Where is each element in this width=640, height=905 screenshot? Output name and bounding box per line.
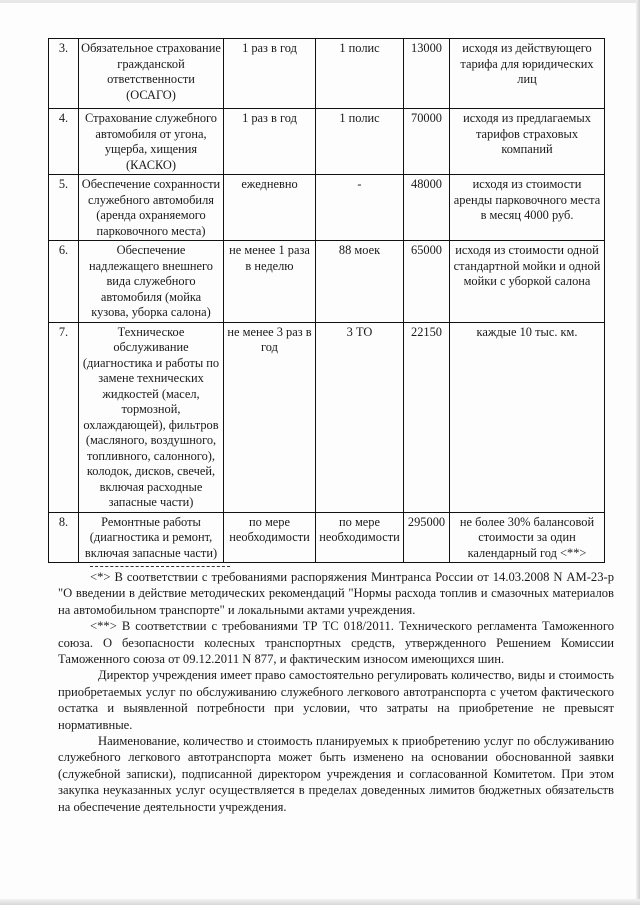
row-number: 4. — [49, 109, 79, 175]
table-row — [49, 39, 605, 109]
service-frequency: 1 раз в год — [224, 39, 316, 109]
service-frequency: ежедневно — [224, 175, 316, 241]
service-name: Страхование служебного автомобиля от угона, ущерба, хищения (КАСКО) — [79, 109, 224, 175]
service-quantity: 1 полис — [316, 109, 404, 175]
service-quantity: 3 ТО — [316, 322, 404, 512]
service-name: Ремонтные работы (диагностика и ремонт, включая запасные части) — [79, 512, 224, 563]
service-price: 70000 — [404, 109, 450, 175]
table-row — [49, 322, 605, 512]
footnote-1: <*> В соответствии с требованиями распоряжения Минтранса России от 14.03.2008 N АМ-23-р "О введении в действие методических рекомендаций "Нормы расхода топлив и смазочных материалов на автомобильном транспорте" и локальными актами учреждения. — [58, 570, 614, 617]
service-quantity: 88 моек — [316, 241, 404, 323]
row-number: 8. — [49, 512, 79, 563]
service-price: 22150 — [404, 322, 450, 512]
paragraph-director-rights: Директор учреждения имеет право самостоятельно регулировать количество, виды и стоимость приобретаемых услуг по обслуживанию служебного легкового автотранспорта с учетом фактического остатка и выявленной потребности при условии, что затраты на приобретение не превысят нормативные. — [58, 668, 614, 732]
service-frequency: не менее 1 раза в неделю — [224, 241, 316, 323]
service-name: Обеспечение надлежащего внешнего вида служебного автомобиля (мойка кузова, уборка салона) — [79, 241, 224, 323]
service-frequency: 1 раз в год — [224, 109, 316, 175]
service-quantity: - — [316, 175, 404, 241]
row-number: 7. — [49, 322, 79, 512]
service-name: Обязательное страхование гражданской ответственности (ОСАГО) — [79, 39, 224, 109]
row-number: 6. — [49, 241, 79, 323]
service-note: исходя из предлагаемых тарифов страховых компаний — [450, 109, 605, 175]
service-frequency: по мере необходимости — [224, 512, 316, 563]
footnotes-section — [58, 566, 614, 815]
service-note: каждые 10 тыс. км. — [450, 322, 605, 512]
scan-edge-bottom — [0, 899, 640, 905]
row-number: 3. — [49, 39, 79, 109]
service-quantity: 1 полис — [316, 39, 404, 109]
paragraph-changes: Наименование, количество и стоимость планируемых к приобретению услуг по обслуживанию служебного легкового автотранспорта может быть изменено на основании обоснованной заявки (служебной записки), подписанной директором учреждения и согласованной Комитетом. При этом закупка неуказанных услуг осуществляется в пределах доведенных лимитов бюджетных обязательств на обеспечение деятельности учреждения. — [58, 734, 614, 814]
services-table — [48, 38, 605, 563]
service-price: 65000 — [404, 241, 450, 323]
service-price: 13000 — [404, 39, 450, 109]
service-name: Обеспечение сохранности служебного автомобиля (аренда охраняемого парковочного места) — [79, 175, 224, 241]
service-name: Техническое обслуживание (диагностика и работы по замене технических жидкостей (масел, тормозной, охлаждающей), фильтров (масляного, воздушного, топливного, салонного), колодок, дисков, свечей, включая расходные запасные части) — [79, 322, 224, 512]
service-quantity: по мере необходимости — [316, 512, 404, 563]
service-note: не более 30% балансовой стоимости за один календарный год <**> — [450, 512, 605, 563]
service-note: исходя из стоимости одной стандартной мойки и одной мойки с уборкой салона — [450, 241, 605, 323]
table-row — [49, 241, 605, 323]
service-frequency: не менее 3 раз в год — [224, 322, 316, 512]
service-price: 295000 — [404, 512, 450, 563]
table-row — [49, 512, 605, 563]
scan-edge-right — [636, 0, 640, 905]
service-note: исходя из действующего тарифа для юридических лиц — [450, 39, 605, 109]
row-number: 5. — [49, 175, 79, 241]
footnote-separator — [90, 566, 230, 567]
table-row — [49, 109, 605, 175]
footnote-2: <**> В соответствии с требованиями ТР ТС 018/2011. Технического регламента Таможенного союза. О безопасности колесных транспортных средств, утвержденного Решением Комиссии Таможенного союза от 09.12.2011 N 877, и фактическим износом имеющихся шин. — [58, 619, 614, 667]
service-price: 48000 — [404, 175, 450, 241]
scan-edge-top — [0, 0, 640, 3]
service-note: исходя из стоимости аренды парковочного места в месяц 4000 руб. — [450, 175, 605, 241]
table-row — [49, 175, 605, 241]
